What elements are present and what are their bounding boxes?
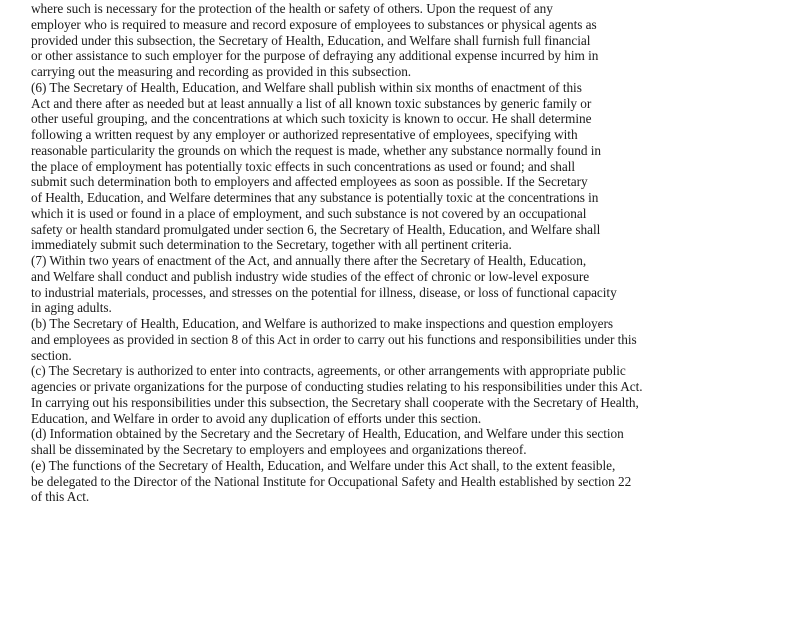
paragraph-e	[31, 458, 791, 505]
text-line: and employees as provided in section 8 of this Act in order to carry out his functions and responsibilities under this	[31, 331, 637, 347]
text-line: which it is used or found in a place of employment, and such substance is not covered by an occupational	[31, 205, 587, 221]
text-line: (c) The Secretary is authorized to enter into contracts, agreements, or other arrangements with appropriate public	[31, 363, 626, 379]
text-line: safety or health standard promulgated under section 6, the Secretary of Health, Education, and Welfare shall	[31, 221, 601, 237]
text-line: where such is necessary for the protection of the health or safety of others. Upon the request of any	[31, 1, 553, 16]
text-line: of Health, Education, and Welfare determines that any substance is potentially toxic at the concentrations in	[31, 190, 599, 205]
text-line: provided under this subsection, the Secretary of Health, Education, and Welfare shall furnish full financial	[31, 32, 591, 48]
text-line: shall be disseminated by the Secretary to employers and employees and organizations thereof.	[31, 442, 527, 457]
text-line: agencies or private organizations for the purpose of conducting studies relating to his responsibilities under this Act.	[31, 379, 643, 394]
text-line: and Welfare shall conduct and publish industry wide studies of the effect of chronic or low-level exposure	[31, 268, 590, 284]
text-line: (6) The Secretary of Health, Education, and Welfare shall publish within six months of enactment of this	[31, 79, 582, 95]
text-line: immediately submit such determination to the Secretary, together with all pertinent criteria.	[31, 237, 512, 253]
text-line: Education, and Welfare in order to avoid any duplication of efforts under this section.	[31, 410, 482, 426]
text-line: carrying out the measuring and recording as provided in this subsection.	[31, 64, 412, 79]
text-line: In carrying out his responsibilities under this subsection, the Secretary shall cooperate with the Secretary of Health,	[31, 394, 639, 410]
text-line: following a written request by any employer or authorized representative of employees, specifying with	[31, 127, 578, 142]
text-line: (d) Information obtained by the Secretary and the Secretary of Health, Education, and Welfare under this section	[31, 426, 624, 442]
document-page	[31, 1, 791, 505]
paragraph-b	[31, 316, 791, 363]
text-line: section.	[31, 347, 72, 363]
text-line: in aging adults.	[31, 300, 112, 316]
paragraph-continuation	[31, 1, 791, 80]
text-line: or other assistance to such employer for the purpose of defraying any additional expense incurred by him in	[31, 48, 599, 64]
text-line: (b) The Secretary of Health, Education, and Welfare is authorized to make inspections and question employers	[31, 316, 613, 331]
text-line: submit such determination both to employers and affected employees as soon as possible. If the Secretary	[31, 174, 588, 190]
text-line: be delegated to the Director of the National Institute for Occupational Safety and Health established by section 22	[31, 473, 632, 489]
text-line: other useful grouping, and the concentrations at which such toxicity is known to occur. He shall determine	[31, 111, 592, 127]
paragraph-c	[31, 363, 791, 426]
text-line: employer who is required to measure and record exposure of employees to substances or physical agents as	[31, 16, 597, 32]
text-line: Act and there after as needed but at least annually a list of all known toxic substances by generic family or	[31, 95, 592, 111]
paragraph-d	[31, 426, 791, 458]
text-line: (e) The functions of the Secretary of Health, Education, and Welfare under this Act shall, to the extent feasible,	[31, 457, 616, 473]
paragraph-6	[31, 80, 791, 253]
paragraph-7	[31, 253, 791, 316]
text-line: reasonable particularity the grounds on which the request is made, whether any substance normally found in	[31, 142, 601, 158]
text-line: to industrial materials, processes, and stresses on the potential for illness, disease, or loss of functional capacity	[31, 284, 617, 300]
text-line: the place of employment has potentially toxic effects in such concentrations as used or found; and shall	[31, 158, 576, 174]
text-line: of this Act.	[31, 489, 90, 505]
text-line: (7) Within two years of enactment of the Act, and annually there after the Secretary of Health, Education,	[31, 253, 587, 268]
